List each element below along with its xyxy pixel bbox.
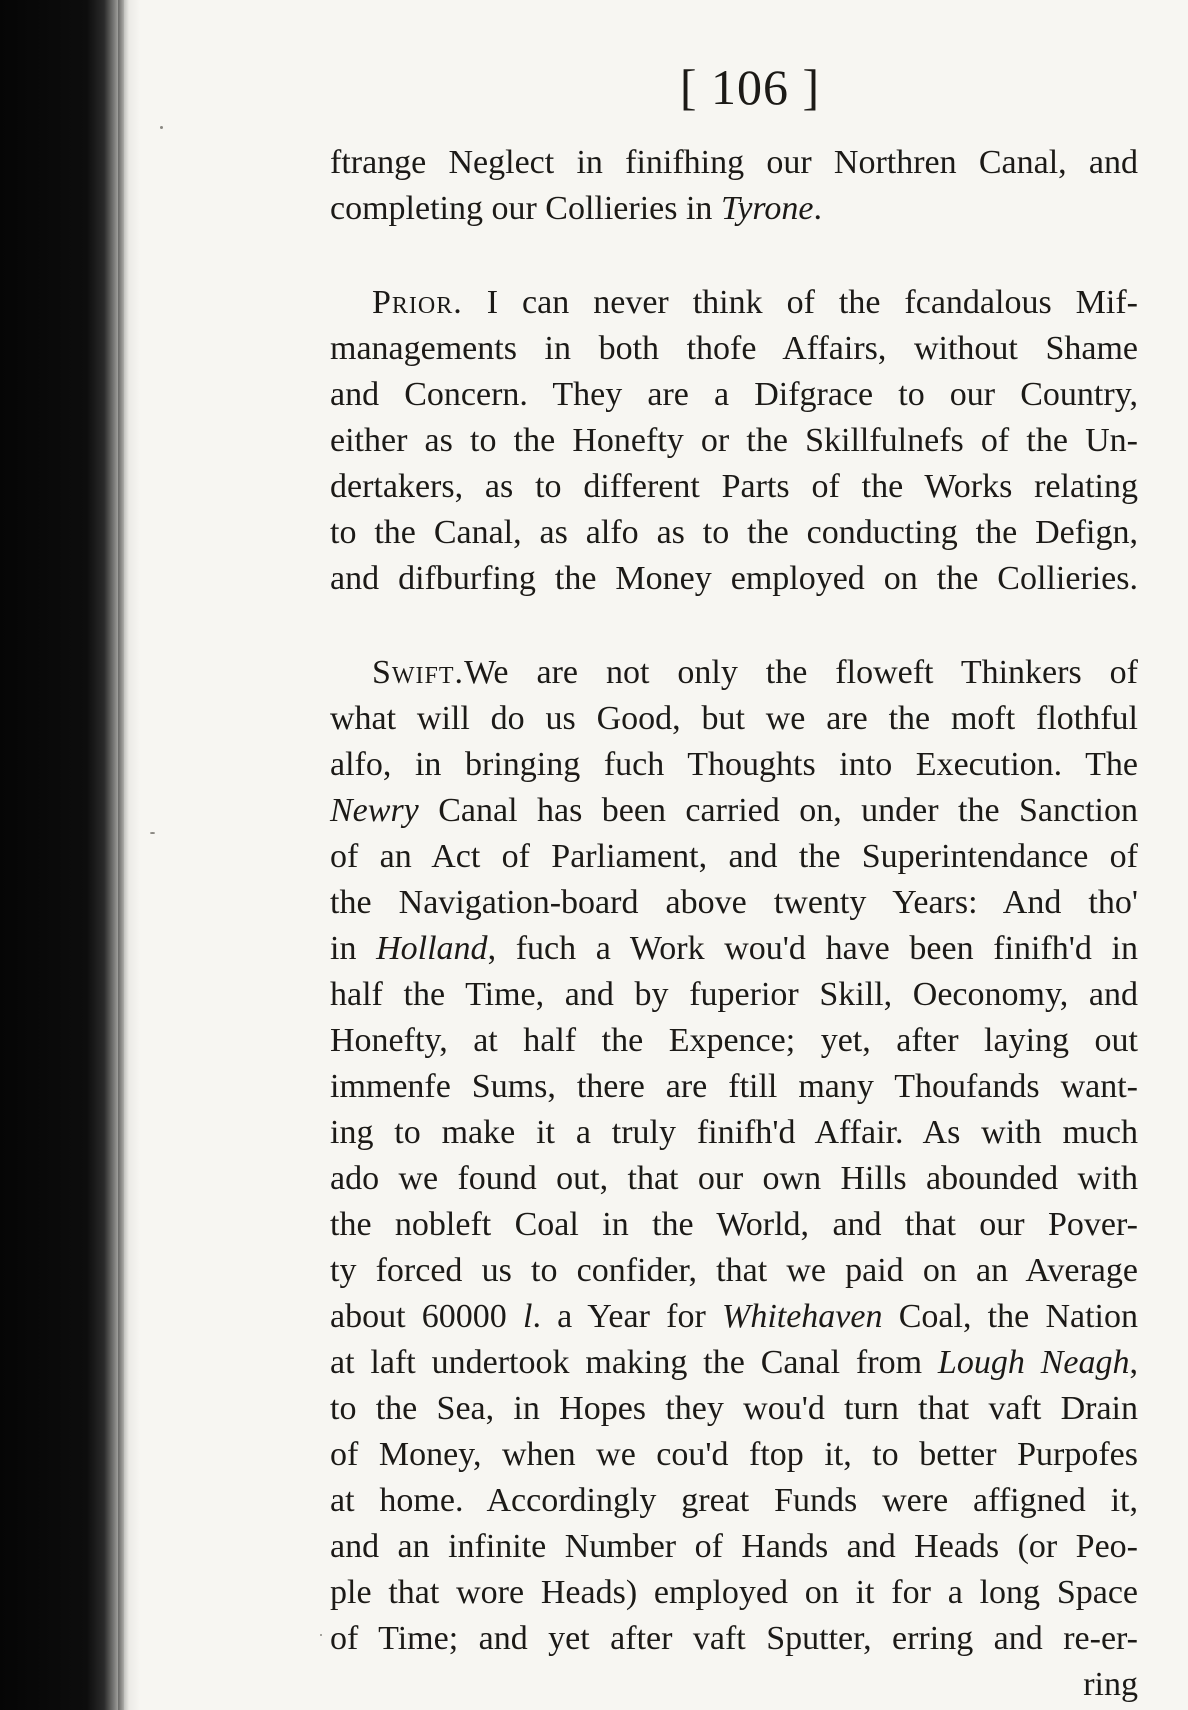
text-line: what will do us Good, but we are the moft flothful xyxy=(330,700,1138,737)
text-line: in Holland, fuch a Work wou'd have been finifh'd in xyxy=(330,930,1139,967)
text-body xyxy=(330,140,1138,1708)
text-line: of an Act of Parliament, and the Superintendance of xyxy=(330,838,1138,875)
page-number: [ 106 ] xyxy=(679,59,821,115)
binding-gutter-shadow xyxy=(0,0,124,1710)
paragraph-continuation xyxy=(330,140,1138,232)
text-line: and an infinite Number of Hands and Heads (or Peo- xyxy=(330,1528,1138,1565)
text-line: ing to make it a truly finifh'd Affair. As with much xyxy=(330,1114,1138,1151)
text-line: ple that wore Heads) employed on it for a long Space xyxy=(330,1574,1138,1611)
text-line: at laft undertook making the Canal from Lough Neagh, xyxy=(330,1344,1138,1381)
text-line: alfo, in bringing fuch Thoughts into Execution. The xyxy=(330,746,1138,783)
text-line: Prior. I can never think of the fcandalous Mif- xyxy=(372,284,1139,321)
text-line: ado we found out, that our own Hills abounded with xyxy=(330,1160,1138,1197)
text-line: about 60000 l. a Year for Whitehaven Coal, the Nation xyxy=(330,1298,1138,1335)
text-line: completing our Collieries in Tyrone. xyxy=(330,190,822,227)
text-line: of Time; and yet after vaft Sputter, erring and re-er- xyxy=(330,1620,1138,1657)
catchword: ring xyxy=(1083,1666,1138,1703)
paper-speck xyxy=(320,1634,322,1636)
text-line: at home. Accordingly great Funds were affigned it, xyxy=(330,1482,1138,1519)
text-line: Newry Canal has been carried on, under the Sanction xyxy=(330,792,1138,829)
paper-speck xyxy=(160,126,163,129)
text-line: the nobleft Coal in the World, and that our Pover- xyxy=(330,1206,1138,1243)
paper-speck xyxy=(150,832,155,834)
paragraph-swift xyxy=(330,650,1138,1662)
binding-gutter-edge xyxy=(118,0,140,1710)
text-line: dertakers, as to different Parts of the Works relating xyxy=(330,468,1138,505)
text-line: Honefty, at half the Expence; yet, after laying out xyxy=(330,1022,1138,1059)
text-line: ty forced us to confider, that we paid on an Average xyxy=(330,1252,1138,1289)
text-line: managements in both thofe Affairs, without Shame xyxy=(330,330,1138,367)
speaker-name: Prior. xyxy=(372,284,463,321)
text-line: of Money, when we cou'd ftop it, to better Purpofes xyxy=(330,1436,1138,1473)
speaker-name: Swift. xyxy=(372,654,465,691)
text-line: to the Sea, in Hopes they wou'd turn that vaft Drain xyxy=(330,1390,1138,1427)
text-line: half the Time, and by fuperior Skill, Oeconomy, and xyxy=(330,976,1138,1013)
text-line: and difburfing the Money employed on the Collieries. xyxy=(330,560,1138,597)
text-line: to the Canal, as alfo as to the conducting the Defign, xyxy=(330,514,1138,551)
text-line: either as to the Honefty or the Skillfulnefs of the Un- xyxy=(330,422,1138,459)
text-line: immenfe Sums, there are ftill many Thoufands want- xyxy=(330,1068,1138,1105)
paragraph-prior xyxy=(330,280,1138,602)
text-line: the Navigation-board above twenty Years: And tho' xyxy=(330,884,1138,921)
text-line: Swift.We are not only the floweft Thinkers of xyxy=(372,654,1138,691)
text-line: and Concern. They are a Difgrace to our Country, xyxy=(330,376,1138,413)
text-line: ftrange Neglect in finifhing our Northren Canal, and xyxy=(330,144,1138,181)
